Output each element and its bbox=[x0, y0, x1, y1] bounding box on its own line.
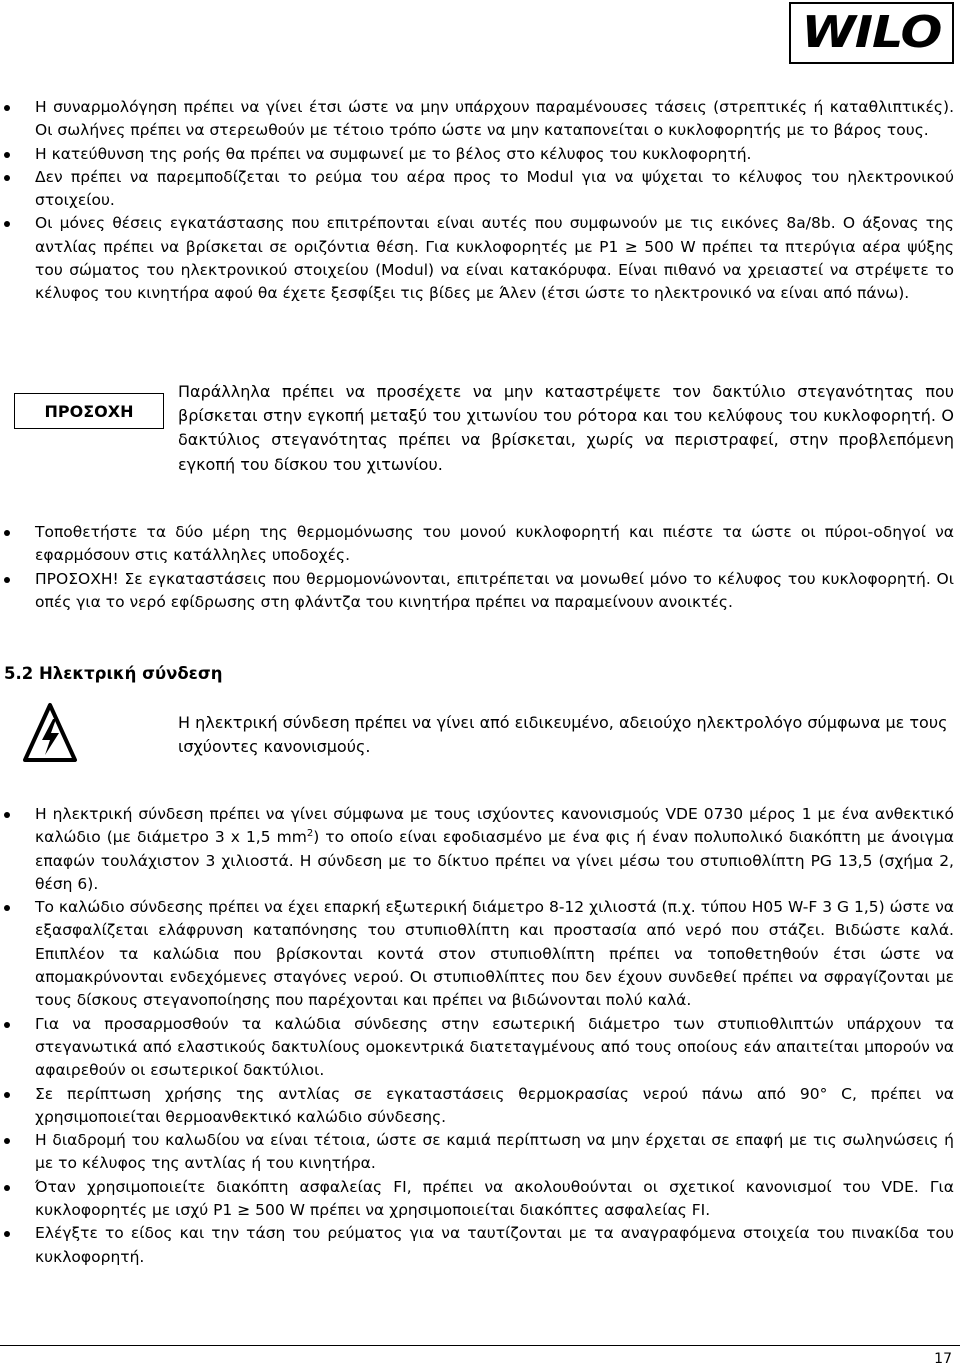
electrical-hazard-icon bbox=[22, 702, 78, 764]
list-item: Τοποθετήστε τα δύο μέρη της θερμομόνωσης του μονού κυκλοφορητή και πιέστε τα ώστε οι πύροι-οδηγοί να εφαρμόσουν στις κατάλληλες υποδοχές. bbox=[0, 521, 960, 568]
list-item: Η συναρμολόγηση πρέπει να γίνει έτσι ώστε να μην υπάρχουν παραμένουσες τάσεις (στρεπτικές ή καταθλιπτικές). Οι σωλήνες πρέπει να στερεωθούν με τέτοιο τρόπο ώστε να μην καταπονείται ο κυκλοφορητής με το βάρος τους. bbox=[0, 96, 960, 143]
section-title: 5.2 Ηλεκτρική σύνδεση bbox=[4, 664, 223, 683]
page-number: 17 bbox=[934, 1351, 952, 1367]
caution-label: ΠΡΟΣΟΧΗ bbox=[14, 393, 164, 429]
list-item bbox=[0, 803, 960, 896]
list-item: Ελέγξτε το είδος και την τάση του ρεύματος για να ταυτίζονται με τα αναγραφόμενα στοιχεία του πινακίδα του κυκλοφορητή. bbox=[0, 1222, 960, 1269]
list-item: Για να προσαρμοσθούν τα καλώδια σύνδεσης στην εσωτερική διάμετρο των στυπιοθλιπτών υπάρχουν τα στεγανωτικά από ελαστικούς δακτυλίους ομοκεντρικά διατεταγμένους από τους οποίους εάν απαιτείται μπορούν να αφαιρεθούν οι εσωτερικοί δακτύλιοι. bbox=[0, 1013, 960, 1083]
list-item: Η διαδρομή του καλωδίου να είναι τέτοια, ώστε σε καμιά περίπτωση να μην έρχεται σε επαφή με τις σωληνώσεις ή με το κέλυφος της αντλίας ή του κινητήρα. bbox=[0, 1129, 960, 1176]
electrical-notes-list bbox=[0, 803, 960, 1269]
wilo-logo bbox=[789, 2, 954, 64]
insulation-notes-list bbox=[0, 521, 960, 614]
list-item-text: Η ηλεκτρική σύνδεση πρέπει να γίνει σύμφωνα με τους ισχύοντες κανονισμούς VDE 0730 μέρος 1 με ένα ανθεκτικό καλώδιο (με διάμετρο 3 x 1,5 mm bbox=[35, 805, 954, 847]
caution-text: Παράλληλα πρέπει να προσέχετε να μην καταστρέψετε τον δακτύλιο στεγανότητας που βρίσκεται στην εγκοπή μεταξύ του χιτωνίου του ρότορα και του κελύφους του κυκλοφορητή. Ο δακτύλιος στεγανότητας πρέπει να βρίσκεται, χωρίς να περιστραφεί, στην προβλεπόμενη εγκοπή του δίσκου του χιτωνίου. bbox=[178, 382, 954, 474]
logo-text: WILO bbox=[801, 7, 942, 58]
list-item: Οι μόνες θέσεις εγκατάστασης που επιτρέπονται είναι αυτές που συμφωνούν με τις εικόνες 8a/8b. Ο άξονας της αντλίας πρέπει να βρίσκεται σε οριζόντια θέση. Για κυκλοφορητές με P1 ≥ 500 W πρέπει τα πτερύγια αέρα ψύξης του σώματος του ηλεκτρονικού στοιχείου (Modul) να είναι κατακόρυφα. Είναι πιθανό να χρειαστεί να στρέψετε το κέλυφος του κινητήρα αφού θα έχετε ξεσφίξει τις βίδες με Άλεν (έτσι ώστε το ηλεκτρονικό να είναι από πάνω). bbox=[0, 212, 960, 305]
list-item-text: ) το οποίο είναι εφοδιασμένο με ένα φις ή έναν πολυπολικό διακόπτη με άνοιγμα επαφών τουλάχιστον 3 χιλιοστά. Η σύνδεση με το δίκτυο πρέπει να γίνει μέσω του στυπιοθλίπτη PG 13,5 (σχήμα 2, θέση 6). bbox=[35, 828, 954, 893]
list-item: ΠΡΟΣΟΧΗ! Σε εγκαταστάσεις που θερμομονώνονται, επιτρέπεται να μονωθεί μόνο το κέλυφος του κυκλοφορητή. Οι οπές για το νερό εφίδρωσης στη φλάντζα του κινητήρα πρέπει να παραμείνουν ανοικτές. bbox=[0, 568, 960, 615]
list-item: Σε περίπτωση χρήσης της αντλίας σε εγκαταστάσεις θερμοκρασίας νερού πάνω από 90° C, πρέπει να χρησιμοποιείται θερμοανθεκτικό καλώδιο σύνδεσης. bbox=[0, 1083, 960, 1130]
list-item: Δεν πρέπει να παρεμποδίζεται το ρεύμα του αέρα προς το Modul για να ψύχεται το κέλυφος του ηλεκτρονικού στοιχείου. bbox=[0, 166, 960, 213]
list-item: Το καλώδιο σύνδεσης πρέπει να έχει επαρκή εξωτερική διάμετρο 8-12 χιλιοστά (π.χ. τύπου H05 W-F 3 G 1,5) ώστε να εξασφαλίζεται ελάφρυνση καταπόνησης του στυπιοθλίπτη και προστασία από νερό που στάζει. Βιδώστε καλά. Επιπλέον τα καλώδια που βρίσκονται κοντά στον στυπιοθλίπτη πρέπει να τοποθετηθούν έτσι ώστε να απομακρύνονται ενδεχόμενες σταγόνες νερού. Οι στυπιοθλίπτες που δεν έχουν συνδεθεί πρέπει να σφραγίζονται με τους δίσκους στεγανοποίησης που παρέχονται και πρέπει να βιδώνονται πολύ καλά. bbox=[0, 896, 960, 1012]
superscript: 2 bbox=[306, 828, 314, 840]
installation-notes-list bbox=[0, 96, 960, 306]
footer-divider bbox=[0, 1345, 960, 1346]
electrical-intro: Η ηλεκτρική σύνδεση πρέπει να γίνει από ειδικευμένο, αδειούχο ηλεκτρολόγο σύμφωνα με τους ισχύοντες κανονισμούς. bbox=[178, 713, 948, 757]
list-item: Όταν χρησιμοποιείτε διακόπτη ασφαλείας FI, πρέπει να ακολουθούνται οι σχετικοί κανονισμοί του VDE. Για κυκλοφορητές με ισχύ P1 ≥ 500 W πρέπει να χρησιμοποιείται διακόπτες ασφαλείας FI. bbox=[0, 1176, 960, 1223]
list-item: Η κατεύθυνση της ροής θα πρέπει να συμφωνεί με το βέλος στο κέλυφος του κυκλοφορητή. bbox=[0, 143, 960, 166]
